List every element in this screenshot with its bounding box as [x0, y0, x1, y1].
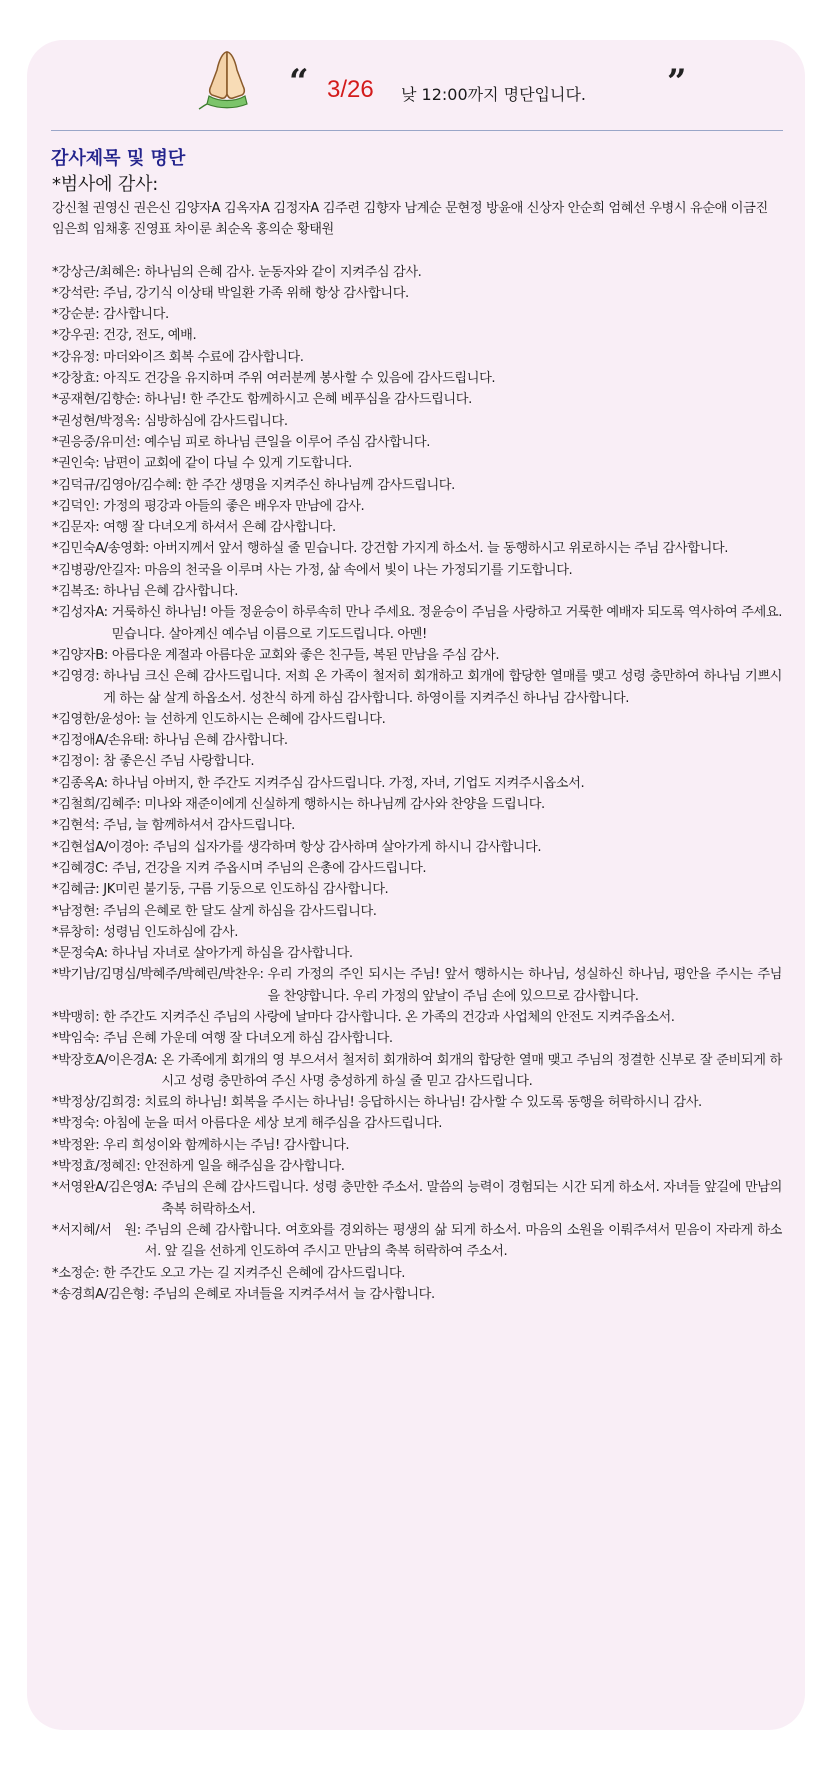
entry-name: *김현섭A/이경아:: [52, 839, 149, 855]
entry-name: *김혜금:: [52, 882, 100, 898]
entry-text: 마더와이즈 회복 수료에 감사합니다.: [103, 349, 304, 365]
list-item: [52, 538, 782, 559]
pastor-names: 강신철 권영신 권은신 김양자A 김옥자A 김정자A 김주련 김향자 남계순 문현정 방윤애 신상자 안순희 엄혜선 우병시 유순애 이금진 임은희 임채홍 진영표 차이룬 최순옥 홍의순 황태원: [52, 201, 768, 238]
entry-text: 주님, 건강을 지켜 주옵시며 주님의 은총에 감사드립니다.: [112, 860, 427, 876]
list-item: [52, 453, 782, 474]
entry-name: *권응중/유미선:: [52, 434, 141, 450]
open-quote: “: [289, 62, 309, 102]
list-item: [52, 283, 782, 304]
entry-text: 하나님의 은혜 감사. 눈동자와 같이 지켜주심 감사.: [144, 264, 422, 280]
list-item: [52, 581, 782, 602]
entry-text: 주님의 은혜로 한 달도 살게 하심을 감사드립니다.: [103, 903, 377, 919]
entry-text: 주님 은혜 가운데 여행 잘 다녀오게 하심 감사합니다.: [103, 1031, 393, 1047]
section-title: 감사제목 및 명단: [51, 148, 186, 169]
list-item: [52, 837, 782, 858]
entry-name: *권인숙:: [52, 456, 100, 472]
entry-text: 하나님 은혜 감사합니다.: [103, 584, 239, 600]
entry-text: JK미린 불기둥, 구름 기둥으로 인도하심 감사합니다.: [103, 882, 389, 898]
praying-hands-icon: [197, 46, 257, 114]
entry-text: 아직도 건강을 유지하며 주위 여러분께 봉사할 수 있음에 감사드립니다.: [103, 371, 496, 387]
entry-text: 아침에 눈을 떠서 아름다운 세상 보게 해주심을 감사드립니다.: [103, 1116, 443, 1132]
entry-name: *강유정:: [52, 349, 100, 365]
list-item: [52, 964, 782, 1007]
header: [27, 40, 805, 130]
entry-text: 늘 선하게 인도하시는 은혜에 감사드립니다.: [144, 711, 386, 727]
entry-name: *김영한/윤성아:: [52, 711, 141, 727]
entry-text: 주님의 은혜 감사드립니다. 성령 충만한 주소서. 말씀의 능력이 경험되는 시간 되게 하소서. 자녀들 앞길에 만남의 축복 허락하소서.: [161, 1180, 782, 1217]
entry-text: 한 주간 생명을 지켜주신 하나님께 감사드립니다.: [185, 477, 455, 493]
entry-name: *김종옥A:: [52, 775, 108, 791]
entry-name: *류창히:: [52, 924, 100, 940]
entry-name: *김덕규/김영아/김수혜:: [52, 477, 182, 493]
entry-name: *김철희/김혜주:: [52, 797, 141, 813]
entry-name: *박맹히:: [52, 1009, 100, 1025]
entry-text: 미나와 재준이에게 신실하게 행하시는 하나님께 감사와 찬양을 드립니다.: [144, 797, 545, 813]
list-item: [52, 1135, 782, 1156]
list-item: [52, 922, 782, 943]
entry-name: *문정숙A:: [52, 946, 108, 962]
list-item: [52, 1050, 782, 1093]
entry-text: 참 좋은신 주님 사랑합니다.: [103, 754, 255, 770]
entry-name: *권성현/박정옥:: [52, 413, 141, 429]
deadline-text: 낮 12:00까지 명단입니다.: [401, 85, 587, 104]
entry-text: 주님의 은혜로 자녀들을 지켜주셔서 늘 감사합니다.: [152, 1286, 435, 1302]
list-item: [52, 815, 782, 836]
entry-text: 하나님! 한 주간도 함께하시고 은혜 베푸심을 감사드립니다.: [144, 392, 472, 408]
entry-text: 아버지께서 앞서 행하실 줄 믿습니다. 강건함 가지게 하소서. 늘 동행하시고 위로하시는 주님 감사합니다.: [152, 541, 729, 557]
list-item: [52, 1263, 782, 1284]
entry-name: *강석란:: [52, 285, 100, 301]
entry-text: 아름다운 계절과 아름다운 교회와 좋은 친구들, 복된 만남을 주심 감사.: [111, 647, 500, 663]
entry-text: 하나님 자녀로 살아가게 하심을 감사합니다.: [111, 946, 353, 962]
prayer-list: [52, 172, 782, 1305]
list-item: [52, 666, 782, 709]
entry-text: 주님의 십자가를 생각하며 항상 감사하며 살아가게 하시니 감사합니다.: [152, 839, 542, 855]
list-item: [52, 879, 782, 900]
entry-text: 안전하게 일을 해주심을 감사합니다.: [144, 1159, 345, 1175]
entry-text: 가정의 평강과 아들의 좋은 배우자 만남에 감사.: [103, 498, 365, 514]
entry-name: *박장호A/이은경A:: [52, 1052, 158, 1068]
header-divider: [51, 130, 783, 131]
entry-name: *서영완A/김은영A:: [52, 1180, 158, 1196]
entry-name: *강상근/최혜은:: [52, 264, 141, 280]
list-item: [52, 1284, 782, 1305]
entry-text: 마음의 천국을 이루며 사는 가정, 삶 속에서 빛이 나는 가정되기를 기도합니다.: [144, 562, 573, 578]
list-item: [52, 858, 782, 879]
list-item: [52, 1113, 782, 1134]
prayer-list-card: [27, 40, 805, 1730]
list-item: [52, 517, 782, 538]
entry-name: *박정상/김희경:: [52, 1095, 141, 1111]
list-item: [52, 1007, 782, 1028]
list-item: [52, 730, 782, 751]
entry-text: 우리 희성이와 함께하시는 주님! 감사합니다.: [103, 1137, 350, 1153]
list-item: [52, 389, 782, 410]
entry-name: *김덕인:: [52, 498, 100, 514]
entry-text: 주님, 늘 함께하셔서 감사드립니다.: [103, 818, 295, 834]
entry-name: *김현석:: [52, 818, 100, 834]
entry-name: *김정이:: [52, 754, 100, 770]
entry-name: *김병광/안길자:: [52, 562, 141, 578]
entry-name: *강우권:: [52, 328, 100, 344]
entry-name: *박정효/정혜진:: [52, 1159, 141, 1175]
entry-text: 심방하심에 감사드립니다.: [144, 413, 288, 429]
list-item: [52, 709, 782, 730]
entry-text: 한 주간도 오고 가는 길 지켜주신 은혜에 감사드립니다.: [103, 1265, 406, 1281]
entry-name: *김민숙A/송영화:: [52, 541, 149, 557]
entry-text: 거룩하신 하나님! 아들 정윤승이 하루속히 만나 주세요. 정윤승이 주님을 사랑하고 거룩한 예배자 되도록 역사하여 주세요. 믿습니다. 살아계신 예수님 이름으로 기도드립니다. 아멘!: [111, 605, 782, 642]
list-date: 3/26: [327, 76, 374, 103]
entry-name: *남정현:: [52, 903, 100, 919]
entry-name: *소정순:: [52, 1265, 100, 1281]
entry-name: *김성자A:: [52, 605, 108, 621]
entry-text: 우리 가정의 주인 되시는 주님! 앞서 행하시는 하나님, 성실하신 하나님, 평안을 주시는 주님을 찬양합니다. 우리 가정의 앞날이 주님 손에 있으므로 감사합니다.: [267, 967, 782, 1004]
list-item: [52, 1156, 782, 1177]
list-item: [52, 1092, 782, 1113]
list-item: [52, 496, 782, 517]
entry-name: *김혜경C:: [52, 860, 109, 876]
entry-text: 치료의 하나님! 회복을 주시는 하나님! 응답하시는 하나님! 감사할 수 있도록 동행을 허락하시니 감사.: [144, 1095, 702, 1111]
entry-name: *김영경:: [52, 669, 100, 685]
entry-name: *김정애A/손유태:: [52, 733, 149, 749]
entry-text: 주님의 은혜 감사합니다. 여호와를 경외하는 평생의 삶 되게 하소서. 마음의 소원을 이뤄주셔서 믿음이 자라게 하소서. 앞 길을 선하게 인도하여 주시고 만남의 축복 허락하여 주소서.: [144, 1222, 782, 1260]
entry-name: *강순분:: [52, 307, 100, 323]
entry-name: *박정숙:: [52, 1116, 100, 1132]
list-item: [52, 1177, 782, 1220]
entry-name: *박기남/김명심/박혜주/박혜린/박찬우:: [52, 967, 264, 983]
list-item: [52, 325, 782, 346]
entry-name: *김양자B:: [52, 647, 108, 663]
pastor-title: *범사에 감사:: [52, 174, 159, 195]
entry-text: 성령님 인도하심에 감사.: [103, 924, 239, 940]
entry-text: 건강, 전도, 예배.: [103, 328, 197, 344]
entry-name: *강창효:: [52, 371, 100, 387]
list-item: [52, 943, 782, 964]
entry-name: *박임숙:: [52, 1031, 100, 1047]
list-item: [52, 475, 782, 496]
list-item: [52, 262, 782, 283]
entry-text: 예수님 피로 하나님 큰일을 이루어 주심 감사합니다.: [144, 434, 430, 450]
entry-text: 감사합니다.: [103, 307, 169, 323]
list-item: [52, 901, 782, 922]
entry-text: 온 가족에게 회개의 영 부으셔서 철저히 회개하여 회개의 합당한 열매 맺고 주님의 정결한 신부로 잘 준비되게 하시고 성령 충만하여 주신 사명 충성하게 하실 줄 믿고 감사드립니다.: [161, 1052, 782, 1089]
list-item: [52, 773, 782, 794]
list-item: [52, 432, 782, 453]
list-item: [52, 1220, 782, 1263]
list-item: [52, 794, 782, 815]
entry-name: *박정완:: [52, 1137, 100, 1153]
entry-text: 하나님 크신 은혜 감사드립니다. 저희 온 가족이 철저히 회개하고 회개에 합당한 열매를 맺고 성령 충만하여 하나님 기쁘시게 하는 삶 살게 하옵소서. 성찬식 하게 하심 감사합니다. 하영이를 지켜주신 하나님 감사합니다.: [103, 669, 782, 706]
close-quote: ”: [667, 62, 687, 102]
entry-name: *송경희A/김은형:: [52, 1286, 149, 1302]
entry-text: 한 주간도 지켜주신 주님의 사랑에 날마다 감사합니다. 온 가족의 건강과 사업체의 안전도 지켜주옵소서.: [103, 1009, 675, 1025]
list-item: [52, 751, 782, 772]
entry-name: *김문자:: [52, 520, 100, 536]
entry-name: *김복조:: [52, 584, 100, 600]
entry-name: *서지혜/서 원:: [52, 1222, 141, 1238]
list-item: [52, 1028, 782, 1049]
list-item: [52, 411, 782, 432]
list-item: [52, 645, 782, 666]
list-item: [52, 304, 782, 325]
entry-list: [52, 262, 782, 1306]
entry-name: *공재현/김향순:: [52, 392, 141, 408]
entry-text: 하나님 은혜 감사합니다.: [152, 733, 288, 749]
entry-text: 하나님 아버지, 한 주간도 지켜주심 감사드립니다. 가정, 자녀, 기업도 지켜주시옵소서.: [111, 775, 585, 791]
entry-text: 주님, 강기식 이상태 박일환 가족 위해 항상 감사합니다.: [103, 285, 409, 301]
list-item: [52, 368, 782, 389]
list-item: [52, 560, 782, 581]
list-item: [52, 347, 782, 368]
entry-text: 남편이 교회에 같이 다닐 수 있게 기도합니다.: [103, 456, 352, 472]
list-item: [52, 602, 782, 645]
entry-text: 여행 잘 다녀오게 하셔서 은혜 감사합니다.: [103, 520, 336, 536]
